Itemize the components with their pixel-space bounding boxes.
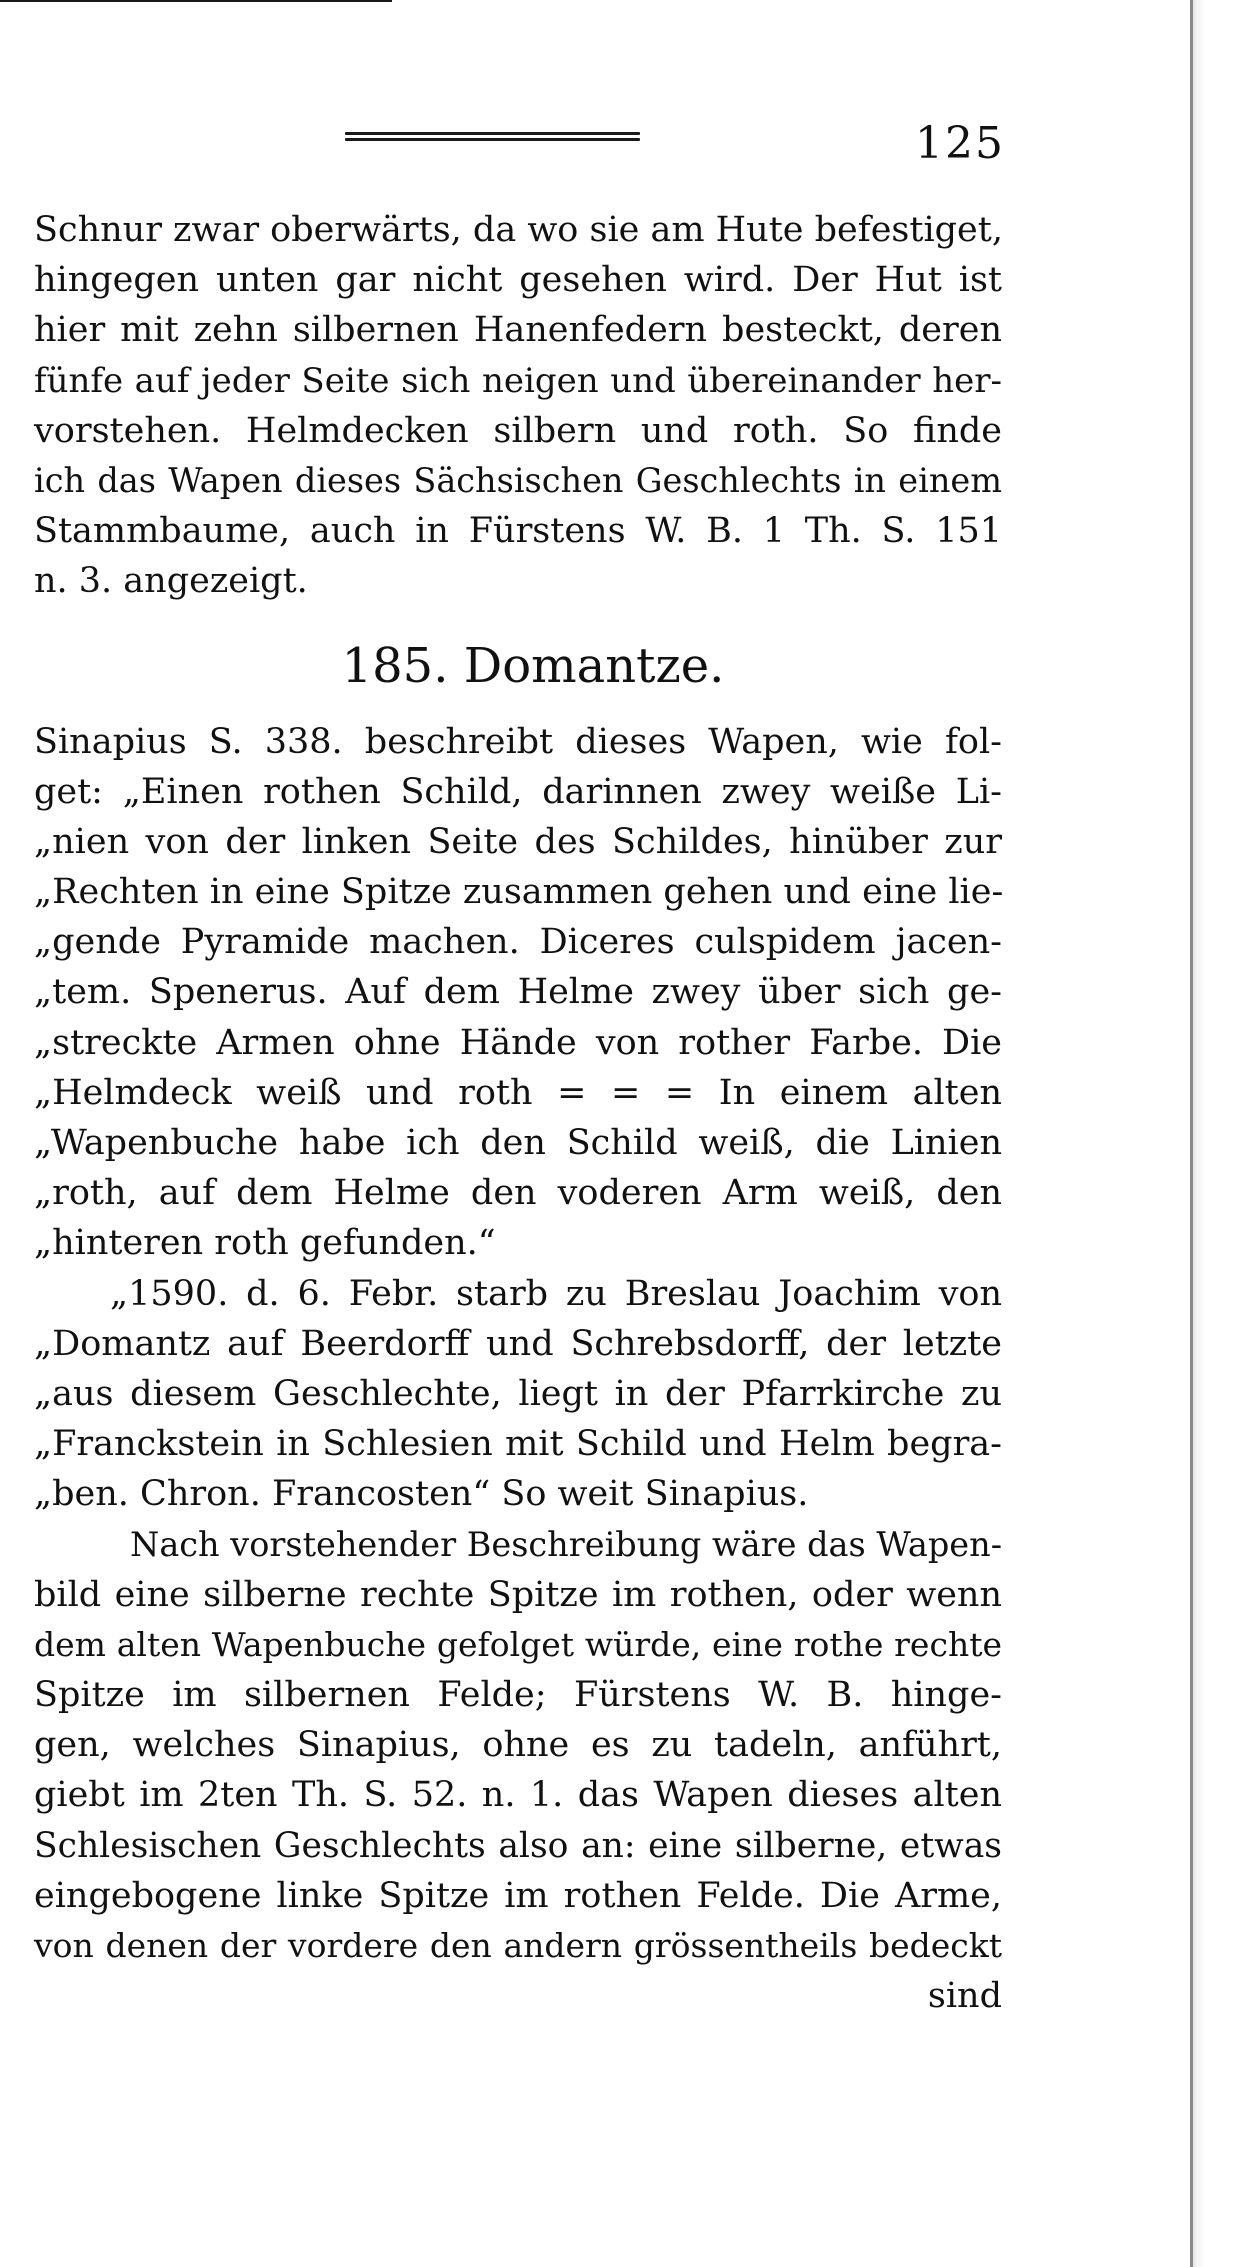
page-edge-top [0, 0, 392, 2]
text-line: Schlesischen Geschlechts also an: eine silberne, etwas [34, 1825, 1002, 1866]
text-line: n. 3. angezeigt. [34, 561, 308, 602]
text-line: „hinteren roth gefunden.“ [34, 1223, 496, 1264]
paragraph-1 [34, 205, 1002, 607]
text-line: „ben. Chron. Francosten“ So weit Sinapius. [34, 1474, 809, 1515]
text-line: ich das Wapen dieses Sächsischen Geschlechts in einem [34, 460, 1002, 500]
paragraph-3 [34, 1269, 1002, 1520]
text-line: „tem. Spenerus. Auf dem Helme zwey über sich ge- [34, 972, 1002, 1013]
text-line: bild eine silberne rechte Spitze im rothen, oder wenn [34, 1574, 1002, 1615]
text-line: eingebogene linke Spitze im rothen Felde. Die Arme, [34, 1875, 1002, 1916]
text-line: „roth, auf dem Helme den voderen Arm weiß, den [34, 1173, 1002, 1214]
text-line: hier mit zehn silbernen Hanenfedern besteckt, deren [34, 310, 1002, 351]
text-line: „Rechten in eine Spitze zusammen gehen und eine lie- [34, 872, 1004, 913]
text-line: fünfe auf jeder Seite sich neigen und übereinander her- [34, 360, 1002, 401]
text-line: von denen der vordere den andern grössentheils bedeckt [34, 1926, 1002, 1965]
text-line: „Franckstein in Schlesien mit Schild und Helm begra- [34, 1424, 1002, 1465]
text-line: gen, welches Sinapius, ohne es zu tadeln, anführt, [34, 1725, 1002, 1766]
text-line: Schnur zwar oberwärts, da wo sie am Hute befestiget, [34, 210, 1003, 250]
text-line: „streckte Armen ohne Hände von rother Farbe. Die [34, 1022, 1002, 1063]
text-line: hingegen unten gar nicht gesehen wird. Der Hut ist [34, 260, 1002, 301]
text-line: „gende Pyramide machen. Diceres culspidem jacen- [34, 922, 1002, 963]
text-line: get: „Einen rothen Schild, darinnen zwey weiße Li- [34, 771, 1002, 812]
text-line: „Wapenbuche habe ich den Schild weiß, die Linien [34, 1123, 1002, 1163]
page-number: 125 [915, 118, 1005, 169]
text-line: „Helmdeck weiß und roth = = = In einem alten [34, 1072, 1002, 1113]
text-line: „Domantz auf Beerdorff und Schrebsdorff, der letzte [34, 1323, 1002, 1364]
text-line: vorstehen. Helmdecken silbern und roth. So finde [34, 410, 1002, 451]
text-line: Stammbaume, auch in Fürstens W. B. 1 Th. S. 151 [34, 511, 1002, 552]
paragraph-4 [34, 1520, 1002, 1972]
header-rule-ornament [345, 132, 640, 146]
text-line: „aus diesem Geschlechte, liegt in der Pfarrkirche zu [34, 1373, 1002, 1414]
page-edge-line [1190, 0, 1193, 2267]
page-body [34, 205, 1002, 2021]
text-line: Nach vorstehender Beschreibung wäre das Wapen- [130, 1524, 1003, 1564]
paragraph-2 [34, 717, 1002, 1269]
text-line: „1590. d. 6. Febr. starb zu Breslau Joachim von [110, 1273, 1002, 1314]
text-line: „nien von der linken Seite des Schildes, hinüber zur [34, 821, 1002, 862]
text-line: Spitze im silbernen Felde; Fürstens W. B. hinge- [34, 1675, 1002, 1716]
page-edge-shadow [1190, 0, 1259, 2267]
catchword: sind [927, 1976, 1002, 2017]
text-line: giebt im 2ten Th. S. 52. n. 1. das Wapen dieses alten [34, 1775, 1002, 1816]
text-line: dem alten Wapenbuche gefolget würde, eine rothe rechte [34, 1624, 1002, 1664]
text-line: Sinapius S. 338. beschreibt dieses Wapen, wie fol- [34, 721, 1002, 762]
section-heading: 185. Domantze. [341, 637, 725, 694]
